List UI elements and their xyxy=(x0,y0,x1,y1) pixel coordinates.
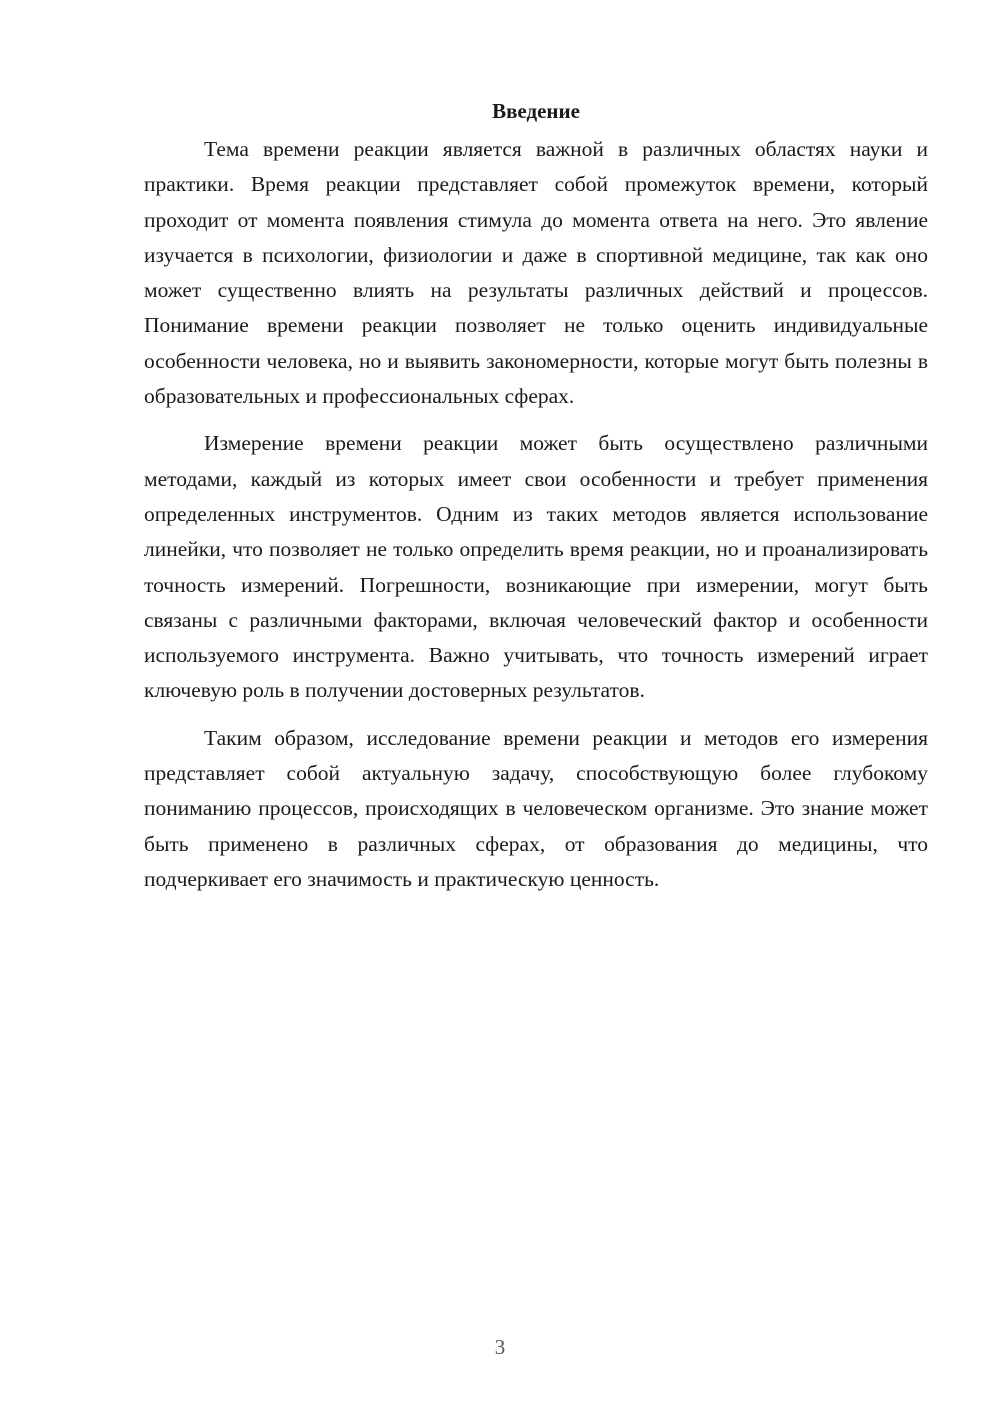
paragraph-2: Измерение времени реакции может быть осуществлено различными методами, каждый из которых имеет свои особенности и требует применения определенных инструментов. Одним из таких методов является использование линейки, что позволяет не только определить время реакции, но и проанализировать точность измерений. Погрешности, возникающие при измерении, могут быть связаны с различными факторами, включая человеческий фактор и особенности используемого инструмента. Важно учитывать, что точность измерений играет ключевую роль в получении достоверных результатов. xyxy=(144,431,928,703)
section-heading: Введение xyxy=(492,99,580,123)
paragraph-1: Тема времени реакции является важной в различных областях науки и практики. Время реакции представляет собой промежуток времени, который проходит от момента появления стимула до момента ответа на него. Это явление изучается в психологии, физиологии и даже в спортивной медицине, так как оно может существенно влиять на результаты различных действий и процессов. Понимание времени реакции позволяет не только оценить индивидуальные особенности человека, но и выявить закономерности, которые могут быть полезны в образовательных и профессиональных сферах. xyxy=(144,137,928,409)
page-number: 3 xyxy=(494,1335,506,1359)
page-content xyxy=(144,96,928,909)
paragraph-3: Таким образом, исследование времени реакции и методов его измерения представляет собой актуальную задачу, способствующую более глубокому пониманию процессов, происходящих в человеческом организме. Это знание может быть применено в различных сферах, от образования до медицины, что подчеркивает его значимость и практическую ценность. xyxy=(144,725,928,891)
